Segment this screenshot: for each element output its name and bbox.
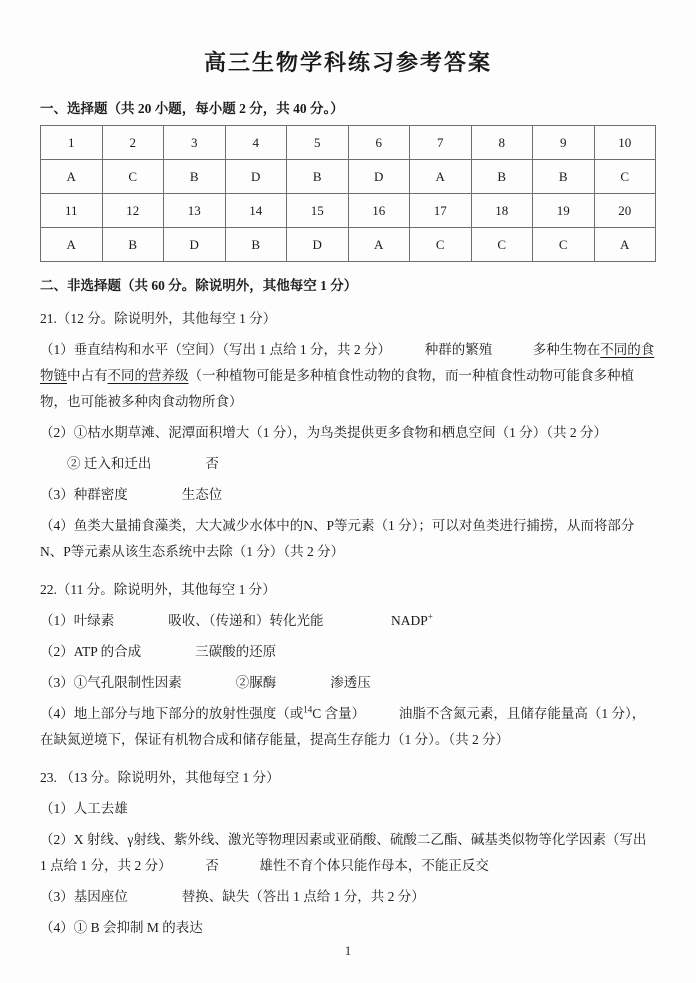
answer-table-cell: 11: [41, 194, 103, 228]
answer-table-row: [41, 228, 656, 262]
answer-table-cell: D: [164, 228, 226, 262]
answer-table-cell: 20: [594, 194, 656, 228]
text-segment: （4）鱼类大量捕食藻类，大大减少水体中的N、P等元素（1 分）；可以对鱼类进行捕捞，从而将部分N、P等元素从该生态系统中去除（1 分）（共 2 分）: [40, 518, 635, 559]
answer-table-cell: B: [225, 228, 287, 262]
text-segment: （1）垂直结构和水平（空间）（写出 1 点给 1 分，共 2 分） 种群的繁殖 多种生物在: [40, 342, 601, 357]
answer-table-cell: 1: [41, 126, 103, 160]
answer-table-cell: B: [471, 160, 533, 194]
question-21-answer-3: [40, 482, 656, 508]
text-segment: （3）基因座位 替换、缺失（答出 1 点给 1 分，共 2 分）: [40, 889, 425, 904]
question-21-answer-2b: [40, 451, 656, 477]
answer-table-cell: 12: [102, 194, 164, 228]
question-22-answer-2: [40, 639, 656, 665]
answer-table-cell: 14: [225, 194, 287, 228]
answer-table-cell: 5: [287, 126, 349, 160]
text-segment: （2）①枯水期草滩、泥潭面积增大（1 分），为鸟类提供更多食物和栖息空间（1 分）（共 2 分）: [40, 425, 607, 440]
answer-table-cell: 6: [348, 126, 410, 160]
answer-table-cell: C: [594, 160, 656, 194]
answer-table-cell: A: [410, 160, 472, 194]
text-segment: （4）① B 会抑制 M 的表达: [40, 920, 203, 935]
section1-heading: 一、选择题（共 20 小题，每小题 2 分，共 40 分。）: [40, 101, 344, 116]
question-21-answer-1: [40, 337, 656, 415]
question-21-answer-2: [40, 420, 656, 446]
text-segment: 中占有: [67, 368, 108, 383]
answer-table-cell: 9: [533, 126, 595, 160]
answer-table-cell: 7: [410, 126, 472, 160]
answer-table-cell: 3: [164, 126, 226, 160]
text-segment: 不同的食物链: [40, 342, 655, 383]
text-segment: （1）人工去雄: [40, 801, 128, 816]
answer-table-cell: A: [348, 228, 410, 262]
answer-table-cell: 18: [471, 194, 533, 228]
answer-table-cell: C: [533, 228, 595, 262]
question-23-answer-1: [40, 796, 656, 822]
answer-table-row: [41, 160, 656, 194]
answer-table-cell: A: [594, 228, 656, 262]
answer-table-cell: 4: [225, 126, 287, 160]
answer-table-cell: C: [471, 228, 533, 262]
answer-table-cell: B: [102, 228, 164, 262]
text-segment: （3）种群密度 生态位: [40, 487, 223, 502]
answer-table-cell: B: [533, 160, 595, 194]
question-23-answer-4: [40, 915, 656, 941]
answer-table-cell: 2: [102, 126, 164, 160]
text-segment: 不同的营养级: [107, 368, 189, 383]
answer-table-cell: C: [410, 228, 472, 262]
answer-table-cell: B: [164, 160, 226, 194]
answer-table-cell: D: [225, 160, 287, 194]
text-segment: （4）地上部分与地下部分的放射性强度（或: [40, 706, 304, 721]
question-22-answer-3: [40, 670, 656, 696]
page-number: 1: [344, 944, 352, 958]
text-segment: （2）ATP 的合成 三碳酸的还原: [40, 644, 277, 659]
text-segment: （一种植物可能是多种植食性动物的食物，而一种植食性动物可能食多种植物，也可能被多种肉食动物所食）: [40, 368, 634, 409]
question-22-heading: 22.（11 分。除说明外，其他每空 1 分）: [40, 582, 276, 597]
answer-table-cell: D: [287, 228, 349, 262]
question-22: [40, 577, 656, 753]
text-segment: ② 迁入和迁出 否: [40, 456, 219, 471]
text-segment: 14: [303, 704, 313, 715]
text-segment: +: [427, 611, 433, 622]
answer-table-row: [41, 126, 656, 160]
text-segment: C 含量） 油脂不含氮元素，且储存能量高（1 分），在缺氮逆境下，保证有机物合成和储存能量，提高生存能力（1 分）。（共 2 分）: [40, 706, 646, 747]
text-segment: （2）X 射线、γ射线、紫外线、激光等物理因素或亚硝酸、硫酸二乙酯、碱基类似物等化学因素（写出 1 点给 1 分，共 2 分） 否 雄性不育个体只能作母本，不能正反交: [40, 832, 647, 873]
answer-table-cell: 10: [594, 126, 656, 160]
answer-table-cell: 17: [410, 194, 472, 228]
answer-table-cell: 8: [471, 126, 533, 160]
document-title: 高三生物学科练习参考答案: [203, 50, 492, 75]
answer-table-cell: D: [348, 160, 410, 194]
answer-table-cell: 15: [287, 194, 349, 228]
answer-table: [40, 125, 656, 262]
section2-heading: 二、非选择题（共 60 分。除说明外，其他每空 1 分）: [40, 278, 358, 293]
question-23-answer-3: [40, 884, 656, 910]
answer-table-cell: C: [102, 160, 164, 194]
answer-table-cell: 13: [164, 194, 226, 228]
answer-table-row: [41, 194, 656, 228]
answer-table-cell: A: [41, 228, 103, 262]
answer-table-cell: B: [287, 160, 349, 194]
question-22-answer-4: [40, 701, 656, 753]
answer-table-cell: 16: [348, 194, 410, 228]
question-23-heading: 23. （13 分。除说明外，其他每空 1 分）: [40, 770, 280, 785]
text-segment: （1）叶绿素 吸收、（传递和）转化光能 NADP: [40, 613, 428, 628]
question-21-answer-4: [40, 513, 656, 565]
question-23-answer-2: [40, 827, 656, 879]
answer-table-body: [41, 126, 656, 262]
question-23: [40, 765, 656, 941]
answer-table-cell: A: [41, 160, 103, 194]
text-segment: （3）①气孔限制性因素 ②脲酶 渗透压: [40, 675, 371, 690]
question-21-heading: 21.（12 分。除说明外，其他每空 1 分）: [40, 311, 277, 326]
answer-table-cell: 19: [533, 194, 595, 228]
question-21: [40, 306, 656, 565]
question-22-answer-1: [40, 608, 656, 634]
